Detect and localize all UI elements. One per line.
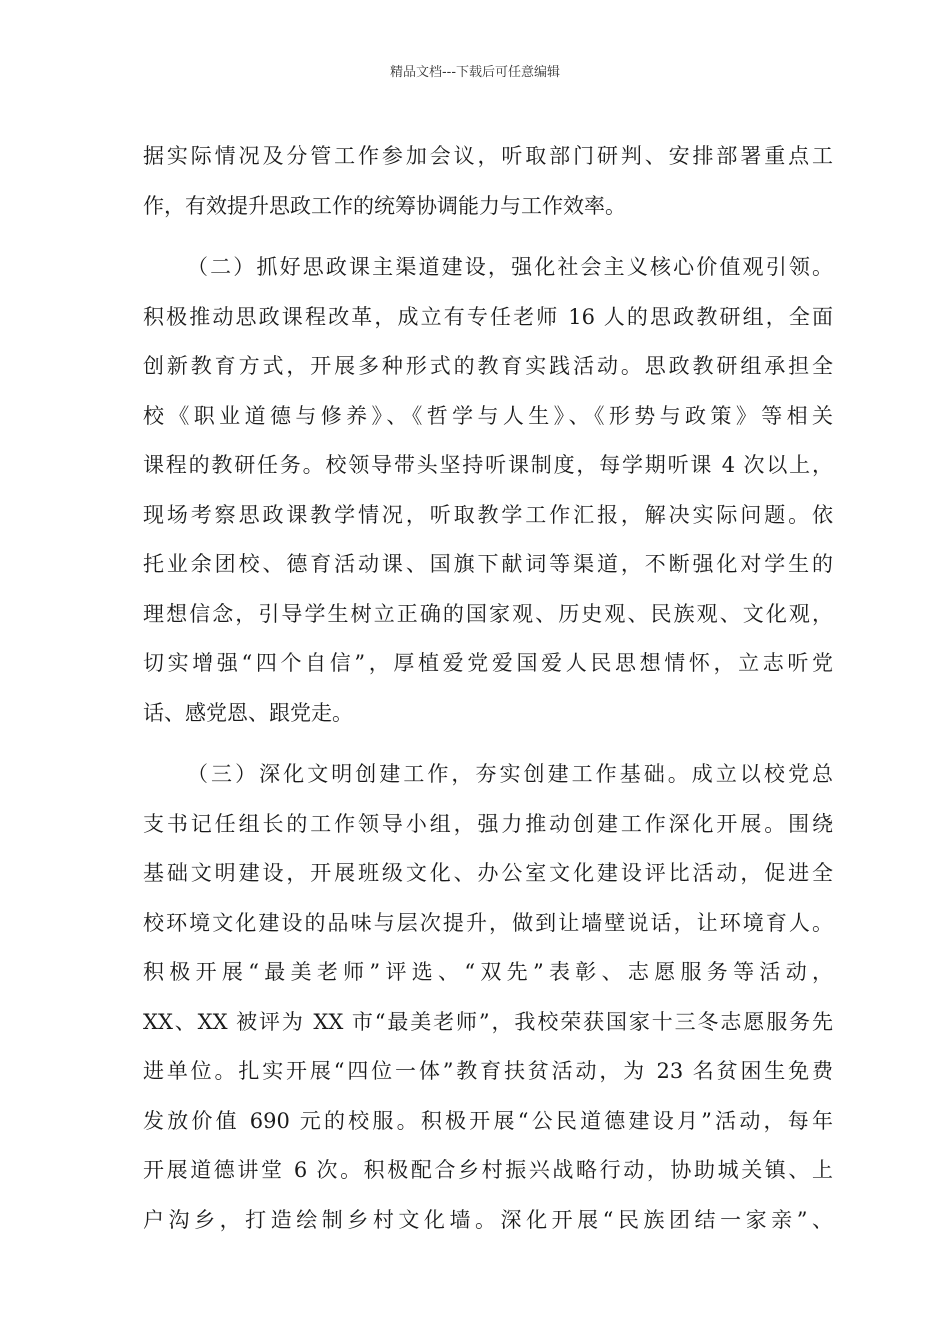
text-line: 积极推动思政课程改革，成立有专任老师 16 人的思政教研组，全面 — [143, 304, 833, 329]
paragraph-gap — [143, 231, 833, 243]
text-line: 支书记任组长的工作领导小组，强力推动创建工作深化开展。围绕 — [143, 811, 833, 836]
text-line: 课程的教研任务。校领导带头坚持听课制度，每学期听课 4 次以上， — [143, 453, 833, 477]
text-line: 校环境文化建设的品味与层次提升，做到让墙壁说话，让环境育人。 — [143, 910, 833, 935]
text-line: （二）抓好思政课主渠道建设，强化社会主义核心价值观引领。 — [187, 255, 833, 279]
page-header: 精品文档---下载后可任意编辑 — [389, 65, 561, 80]
text-line: 校《职业道德与修养》、《哲学与人生》、《形势与政策》等相关 — [143, 403, 833, 428]
document-body — [143, 132, 833, 1245]
text-line: 户沟乡，打造绘制乡村文化墙。深化开展“民族团结一家亲”、 — [143, 1207, 833, 1232]
paragraph-gap — [143, 738, 833, 750]
text-line: 现场考察思政课教学情况，听取教学工作汇报，解决实际问题。依 — [143, 502, 833, 527]
text-line: 话、感党恩、跟党走。 — [143, 700, 353, 725]
text-line: 托业余团校、德育活动课、国旗下献词等渠道，不断强化对学生的 — [143, 552, 833, 576]
text-line: 理想信念，引导学生树立正确的国家观、历史观、民族观、文化观， — [143, 601, 833, 626]
text-line: 创新教育方式，开展多种形式的教育实践活动。思政教研组承担全 — [143, 354, 833, 378]
text-line: 基础文明建设，开展班级文化、办公室文化建设评比活动，促进全 — [143, 861, 833, 885]
text-line: 进单位。扎实开展“四位一体”教育扶贫活动，为 23 名贫困生免费 — [143, 1059, 833, 1083]
text-line: 据实际情况及分管工作参加会议，听取部门研判、安排部署重点工 — [143, 144, 833, 168]
text-line: 作，有效提升思政工作的统筹协调能力与工作效率。 — [143, 193, 626, 218]
text-line: 开展道德讲堂 6 次。积极配合乡村振兴战略行动，协助城关镇、上 — [143, 1158, 833, 1182]
text-line: XX、XX 被评为 XX 市“最美老师”，我校荣获国家十三冬志愿服务先 — [143, 1009, 833, 1034]
text-line: 积极开展“最美老师”评选、“双先”表彰、志愿服务等活动， — [143, 960, 833, 984]
text-line: （三）深化文明创建工作，夯实创建工作基础。成立以校党总 — [187, 762, 833, 786]
text-line: 发放价值 690 元的校服。积极开展“公民道德建设月”活动，每年 — [143, 1108, 833, 1133]
text-line: 切实增强“四个自信”，厚植爱党爱国爱人民思想情怀，立志听党 — [143, 651, 833, 675]
